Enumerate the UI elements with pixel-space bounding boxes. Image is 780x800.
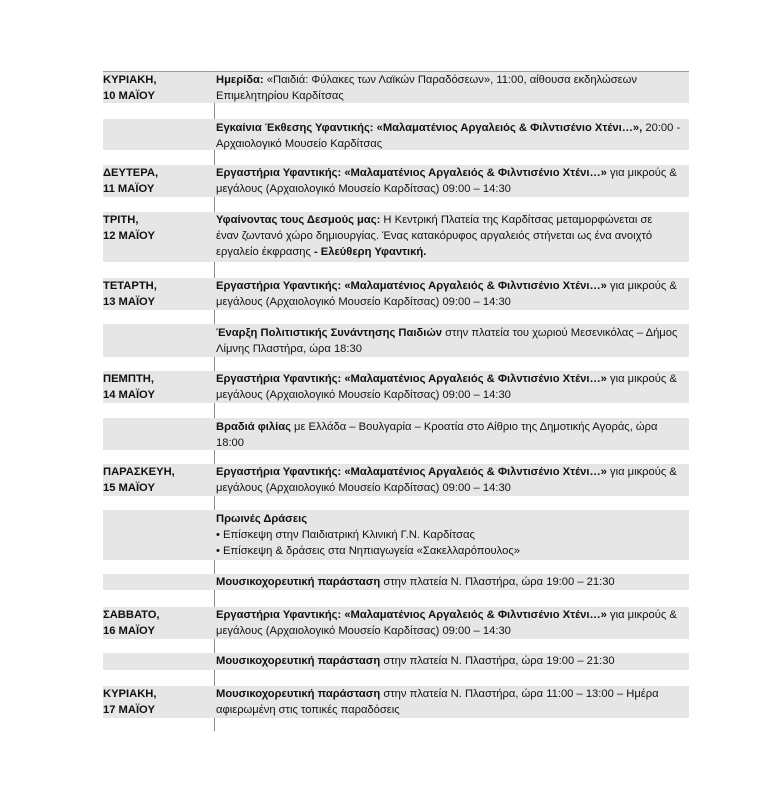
schedule-row (103, 324, 689, 357)
weekday: ΣΑΒΒΑΤΟ, (103, 609, 160, 621)
event-entry (216, 607, 688, 639)
event-entry (216, 371, 688, 403)
schedule-row (103, 418, 689, 450)
event-details: μεγάλους (Αρχαιολογικό Μουσείο Καρδίτσας) 09:00 – 14:30 (216, 482, 511, 494)
event-entry (216, 72, 688, 104)
day-label (103, 686, 213, 718)
event-entry (216, 419, 688, 451)
date: 13 ΜΑΪΟΥ (103, 296, 155, 308)
event-details: Επιμελητηρίου Καρδίτσας (216, 90, 344, 102)
weekday: ΤΡΙΤΗ, (103, 214, 139, 226)
weekday: ΤΕΤΑΡΤΗ, (103, 280, 157, 292)
schedule-row (103, 371, 689, 403)
event-details: αφιερωμένη στις τοπικές παραδόσεις (216, 704, 400, 716)
event-title: Μουσικοχορευτική παράσταση (216, 655, 381, 667)
date: 11 ΜΑΪΟΥ (103, 183, 155, 195)
event-details: στην πλατεία του χωριού Μεσενικόλας – Δήμος (442, 327, 678, 339)
event-entry (216, 464, 688, 496)
list-item: • Επίσκεψη στην Παιδιατρική Κλινική Γ.Ν. Καρδίτσας (216, 529, 475, 541)
event-details: για μικρούς & (606, 167, 677, 179)
schedule-row (103, 686, 689, 718)
event-entry (216, 120, 688, 152)
event-entry (216, 686, 688, 718)
weekday: ΚΥΡΙΑΚΗ, (103, 74, 157, 86)
event-entry (216, 212, 688, 260)
event-details: με Ελλάδα – Βουλγαρία – Κροατία στο Αίθριο της Δημοτικής Αγοράς, ώρα (290, 421, 658, 433)
date: 12 ΜΑΪΟΥ (103, 230, 155, 242)
day-label (103, 607, 213, 639)
event-title: Μουσικοχορευτική παράσταση (216, 688, 381, 700)
event-title: Υφαίνοντας τους Δεσμούς μας: (216, 214, 381, 226)
event-title: Εργαστήρια Υφαντικής: «Μαλαματένιος Αργαλειός & Φιλντισένιο Χτένι…» (216, 280, 607, 292)
schedule-row (103, 607, 689, 639)
schedule-row (103, 278, 689, 310)
event-title: Μουσικοχορευτική παράσταση (216, 576, 381, 588)
event-details: Λίμνης Πλαστήρα, ώρα 18:30 (216, 343, 362, 355)
date: 17 ΜΑΪΟΥ (103, 704, 155, 716)
event-details: για μικρούς & (606, 609, 677, 621)
schedule-row (103, 72, 689, 103)
schedule-row (103, 510, 689, 560)
date: 10 ΜΑΪΟΥ (103, 90, 155, 102)
event-details: στην πλατεία Ν. Πλαστήρα, ώρα 19:00 – 21:30 (380, 576, 615, 588)
day-label (103, 72, 213, 104)
day-label (103, 371, 213, 403)
event-details: Αρχαιολογικό Μουσείο Καρδίτσας (216, 138, 383, 150)
event-title: Εργαστήρια Υφαντικής: «Μαλαματένιος Αργαλειός & Φιλντισένιο Χτένι…» (216, 609, 607, 621)
event-details: Η Κεντρική Πλατεία της Καρδίτσας μεταμορφώνεται σε (380, 214, 653, 226)
event-details: για μικρούς & (606, 280, 677, 292)
event-entry (216, 325, 688, 357)
event-title: Πρωινές Δράσεις (216, 513, 308, 525)
event-details: μεγάλους (Αρχαιολογικό Μουσείο Καρδίτσας) 09:00 – 14:30 (216, 183, 511, 195)
event-details: μεγάλους (Αρχαιολογικό Μουσείο Καρδίτσας) 09:00 – 14:30 (216, 389, 511, 401)
schedule-row (103, 212, 689, 262)
event-title: Εργαστήρια Υφαντικής: «Μαλαματένιος Αργαλειός & Φιλντισένιο Χτένι…» (216, 167, 607, 179)
event-title: Εργαστήρια Υφαντικής: «Μαλαματένιος Αργαλειός & Φιλντισένιο Χτένι…» (216, 373, 607, 385)
date: 16 ΜΑΪΟΥ (103, 625, 155, 637)
event-title: Βραδιά φιλίας (216, 421, 291, 433)
event-details: 18:00 (216, 437, 244, 449)
event-title: Εγκαίνια Έκθεσης Υφαντικής: «Μαλαματένιος Αργαλειός & Φιλντισένιο Χτένι…», (216, 122, 643, 134)
schedule-row (103, 653, 689, 670)
event-details: έναν ζωντανό χώρο δημιουργίας. Ένας κατακόρυφος αργαλειός στήνεται ως ένα ανοιχτό (216, 230, 653, 242)
date: 14 ΜΑΪΟΥ (103, 389, 155, 401)
schedule-row (103, 165, 689, 197)
event-entry (216, 653, 688, 669)
event-title: Εργαστήρια Υφαντικής: «Μαλαματένιος Αργαλειός & Φιλντισένιο Χτένι…» (216, 466, 607, 478)
schedule-row (103, 464, 689, 496)
event-note: - Ελεύθερη Υφαντική. (313, 246, 427, 258)
event-entry (216, 574, 688, 590)
event-entry (216, 511, 688, 559)
event-details: μεγάλους (Αρχαιολογικό Μουσείο Καρδίτσας) 09:00 – 14:30 (216, 296, 511, 308)
schedule-row (103, 103, 689, 150)
event-details: μεγάλους (Αρχαιολογικό Μουσείο Καρδίτσας) 09:00 – 14:30 (216, 625, 511, 637)
day-label (103, 464, 213, 496)
schedule-row (103, 574, 689, 590)
event-title: Ημερίδα: (216, 74, 264, 86)
weekday: ΠΕΜΠΤΗ, (103, 373, 154, 385)
event-entry (216, 278, 688, 310)
weekday: ΠΑΡΑΣΚΕΥΗ, (103, 466, 175, 478)
day-label (103, 165, 213, 197)
day-label (103, 212, 213, 244)
event-details: στην πλατεία Ν. Πλαστήρα, ώρα 19:00 – 21:30 (380, 655, 615, 667)
event-details: για μικρούς & (606, 373, 677, 385)
event-title: Έναρξη Πολιτιστικής Συνάντησης Παιδιών (216, 327, 443, 339)
event-details: «Παιδιά: Φύλακες των Λαϊκών Παραδόσεων», 11:00, αίθουσα εκδηλώσεων (263, 74, 637, 86)
weekday: ΚΥΡΙΑΚΗ, (103, 688, 157, 700)
event-details: στην πλατεία Ν. Πλαστήρα, ώρα 11:00 – 13:00 – Ημέρα (380, 688, 659, 700)
list-item: • Επίσκεψη & δράσεις στα Νηπιαγωγεία «Σακελλαρόπουλος» (216, 545, 520, 557)
event-details: εργαλείο έκφρασης (216, 246, 314, 258)
weekday: ΔΕΥΤΕΡΑ, (103, 167, 159, 179)
event-entry (216, 165, 688, 197)
event-details: για μικρούς & (606, 466, 677, 478)
date: 15 ΜΑΪΟΥ (103, 482, 155, 494)
event-details: 20:00 - (642, 122, 681, 134)
day-label (103, 278, 213, 310)
